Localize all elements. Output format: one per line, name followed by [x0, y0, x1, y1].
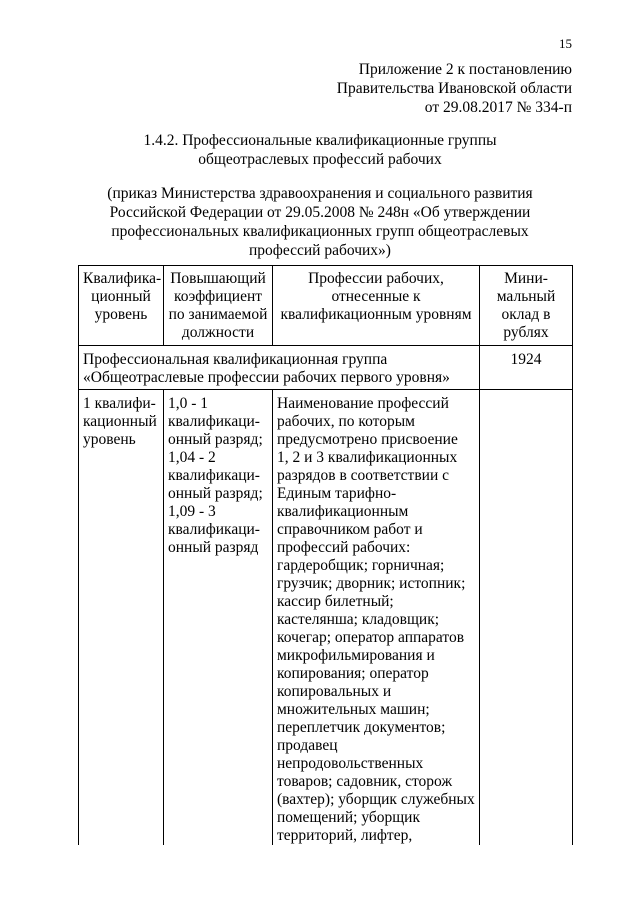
professions-line: микрофильмирования и — [277, 647, 435, 664]
professions-line: копировальных и — [277, 683, 392, 700]
professions-line: кочегар; оператор аппаратов — [277, 629, 465, 646]
appendix-line: Приложение 2 к постановлению — [358, 61, 572, 78]
header-min-salary — [480, 266, 573, 346]
section-title — [0, 131, 640, 169]
professions-line: товаров; садовник, сторож — [277, 773, 453, 790]
header-coefficient — [164, 266, 273, 346]
header-line: должности — [181, 324, 255, 341]
professions-line: кастелянша; кладовщик; — [277, 611, 440, 628]
header-line: коэффициент — [173, 288, 263, 305]
header-professions — [273, 266, 480, 346]
header-line: оклад в — [501, 306, 551, 323]
order-reference-line: (приказ Министерства здравоохранения и социального развития — [107, 185, 533, 202]
header-line: рублях — [503, 324, 549, 341]
header-line: по занимаемой — [168, 306, 268, 323]
professions-line: множительных машин; — [277, 701, 430, 718]
professions-line: копирования; оператор — [277, 665, 429, 682]
professions-line: территорий, лифтер, — [277, 827, 413, 844]
header-line: Профессии рабочих, — [308, 270, 444, 287]
level-cell — [79, 390, 164, 846]
header-line: Повышающий — [170, 270, 266, 287]
group-name-cell — [79, 346, 480, 390]
professions-line: непродовольственных — [277, 755, 424, 772]
level-line: 1 квалифи- — [83, 395, 156, 412]
professions-line: Наименование профессий — [277, 395, 449, 412]
header-line: квалификационным уровням — [280, 306, 472, 323]
coefficient-line: 1,04 - 2 — [168, 449, 216, 466]
coefficient-line: онный разряд; — [168, 485, 263, 502]
level-salary-cell — [480, 390, 573, 846]
header-qualification-level — [79, 266, 164, 346]
professions-line: кассир билетный; — [277, 593, 394, 610]
order-reference-line: профессий рабочих») — [249, 242, 391, 259]
order-reference-line: профессиональных квалификационных групп общеотраслевых — [111, 223, 529, 240]
header-line: Квалифика- — [83, 270, 162, 287]
appendix-line: Правительства Ивановской области — [336, 80, 572, 97]
professions-line: продавец — [277, 737, 338, 754]
group-salary-cell: 1924 — [480, 346, 573, 390]
professions-line: разрядов в соответствии с — [277, 467, 449, 484]
coefficient-cell — [164, 390, 273, 846]
professions-line: 1, 2 и 3 квалификационных — [277, 449, 458, 466]
professions-cell — [273, 390, 480, 846]
level-row — [79, 390, 573, 846]
header-line: уровень — [94, 306, 148, 323]
professions-line: (вахтер); уборщик служебных — [277, 791, 475, 808]
table-header-row — [79, 266, 573, 346]
appendix-heading — [337, 60, 572, 117]
order-reference-line: Российской Федерации от 29.05.2008 № 248н «Об утверждении — [109, 204, 531, 221]
header-line: отнесенные к — [331, 288, 421, 305]
level-line: кационный — [83, 413, 157, 430]
professions-line: рабочих, по которым — [277, 413, 415, 430]
professions-line: профессий рабочих: — [277, 539, 411, 556]
coefficient-line: онный разряд — [168, 539, 259, 556]
coefficient-line: 1,0 - 1 — [168, 395, 209, 412]
professions-line: справочником работ и — [277, 521, 423, 538]
group-name-line: Профессиональная квалификационная группа — [83, 351, 388, 368]
coefficient-line: квалификаци- — [168, 467, 260, 484]
group-name-line: «Общеотраслевые профессии рабочих первого уровня» — [83, 369, 450, 386]
qualification-table — [78, 265, 573, 845]
order-reference — [0, 184, 640, 260]
coefficient-line: квалификаци- — [168, 413, 260, 430]
coefficient-line: онный разряд; — [168, 431, 263, 448]
group-row — [79, 346, 573, 390]
page-number: 15 — [559, 36, 572, 51]
section-title-line: общеотраслевых профессий рабочих — [198, 151, 442, 168]
level-line: уровень — [83, 431, 136, 448]
header-line: Мини- — [504, 270, 548, 287]
professions-line: Единым тарифно- — [277, 485, 397, 502]
professions-line: предусмотрено присвоение — [277, 431, 458, 448]
professions-line: квалификационным — [277, 503, 409, 520]
header-line: ционный — [91, 288, 151, 305]
appendix-line: от 29.08.2017 № 334-п — [424, 99, 572, 116]
coefficient-line: квалификаци- — [168, 521, 260, 538]
professions-line: грузчик; дворник; истопник; — [277, 575, 466, 592]
header-line: мальный — [496, 288, 556, 305]
professions-line: гардеробщик; горничная; — [277, 557, 445, 574]
section-title-line: 1.4.2. Профессиональные квалификационные группы — [143, 132, 497, 149]
coefficient-line: 1,09 - 3 — [168, 503, 216, 520]
professions-line: переплетчик документов; — [277, 719, 446, 736]
professions-line: помещений; уборщик — [277, 809, 421, 826]
